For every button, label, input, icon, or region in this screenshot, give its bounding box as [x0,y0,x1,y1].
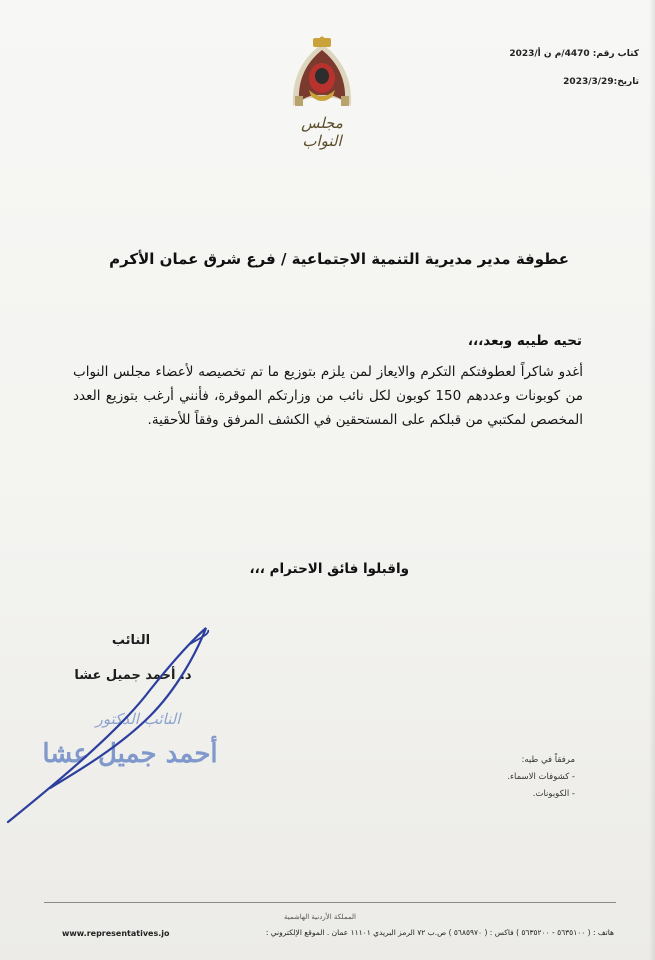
reference-number: كتاب رقم: 4470/م ن أ/2023 [509,49,639,59]
attachment-item: - الكوبونات. [532,789,575,799]
footer-seal [283,907,357,923]
signer-name: د. أحمد جميل عشا [74,668,192,683]
attachments-heading: مرفقاً في طيه: [521,755,575,765]
stamp-name-text: أحمد جميل عشا [42,739,218,769]
closing-line: واقبلوا فائق الاحترام ،،، [249,561,409,577]
page-edge-shadow [649,0,655,960]
addressee-line: عطوفة مدير مديرية التنمية الاجتماعية / فرع شرق عمان الأكرم [109,250,569,268]
reference-date: تاريخ:2023/3/29 [563,77,639,87]
footer-contact: هاتف : ( ٥٦٣٥١٠٠ - ٥٦٣٥٢٠٠ ) فاكس : ( ٥٦٨٥٩٧٠ ) ص.ب ٧٢ الرمز البريدي ١١١٠١ عمان . الموقع الإلكتروني : [265,928,614,937]
jordan-coat-of-arms-icon [289,36,355,110]
handwritten-signature [0,620,230,830]
footer-divider [44,902,616,903]
footer-website-link[interactable]: www.representatives.jo [62,929,170,938]
attachment-item: - كشوفات الاسماء. [507,772,575,782]
stamp-title-text: النائب الدكتور [95,710,181,728]
greeting-line: تحيه طيبه وبعد،،، [467,333,582,349]
parliament-logo-text: مجلس النواب [301,114,343,150]
signer-title: النائب [111,633,151,648]
letter-body: أغدو شاكراً لعطوفتكم التكرم والايعاز لمن يلزم بتوزيع ما تم تخصيصه لأعضاء مجلس النواب من كوبونات وعددهم 150 كوبون لكل نائب من وزارتكم الموقرة، فأنني أرغب بتوزيع العدد المخصص لمكتبي من قبلكم على المستحقين في الكشف المرفق وفقاً للأحقية. [73,364,583,428]
footer-seal-text: المملكة الأردنية الهاشمية [283,913,357,921]
attachments-list [425,752,575,803]
